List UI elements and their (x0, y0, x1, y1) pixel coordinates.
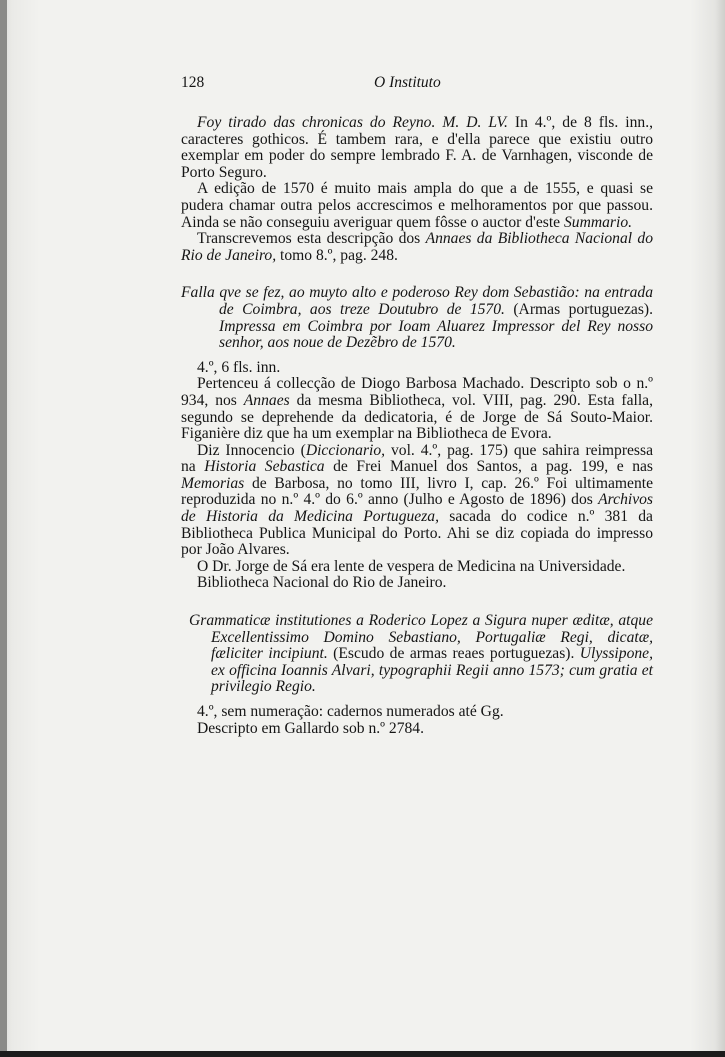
note-2-historia-sebastica: Historia Sebastica (204, 458, 325, 476)
entry-1-note-3: O Dr. Jorge de Sá era lente de vespera de Medicina na Universidade. (197, 557, 626, 575)
entry-1-imprint: Impressa em Coimbra por Ioam Aluarez Impressor del Rey nosso senhor, aos noue de Dezẽbro de 1570. (219, 317, 653, 352)
note-2-archivos: Archivos de Historia da Medicina Portugueza, (181, 491, 653, 526)
note-2-text-c: de Frei Manuel dos Santos, a pag. 199, e nas (324, 458, 653, 476)
entry-1-note-1 (181, 376, 653, 442)
paragraph-2 (181, 181, 653, 231)
page-number: 128 (181, 74, 205, 91)
entry-1-format: 4.º, 6 fls. inn. (197, 358, 281, 376)
page-edge-bottom (0, 1051, 725, 1057)
entry-2-title: Grammaticæ institutiones a Roderico Lopez a Sigura nuper æditæ, atque Excellentissimo Domino Sebastiano, Portugaliæ Regi, dicatæ, fæliciter incipiunt. (189, 612, 653, 663)
page-edge-left (0, 0, 7, 1057)
entry-2-source: Descripto em Gallardo sob n.º 2784. (197, 719, 425, 737)
bibliographic-entry-grammaticae (181, 613, 653, 696)
note-2-text-b: vol. 4.º, pag. 175) que sahira reimpressa na (181, 441, 653, 476)
chronicle-title: Foy tirado das chronicas do Reyno. M. D. LV. (197, 114, 508, 131)
paragraph-3-text-b: tomo 8.º, pag. 248. (276, 246, 398, 264)
entry-2-format: 4.º, sem numeração: cadernos numerados até Gg. (197, 703, 504, 720)
annaes-title: Annaes da Bibliotheca Nacional do Rio de Janeiro, (181, 230, 653, 264)
note-1-text-a: Pertenceu á collecção de Diogo Barbosa Machado. Descripto sob o n.º 934, nos (181, 375, 653, 409)
entry-2-imprint: Ulyssipone, ex officina Ioannis Alvari, typographii Regii anno 1573; cum gratia et privilegio Regio. (211, 645, 653, 696)
note-2-text-d: de Barbosa, no tomo III, livro I, cap. 26.º Foi ultimamente reproduzida no n.º 4.º do 6.º anno (Julho e Agosto de 1896) dos (181, 474, 653, 509)
entry-1-title: Falla qve se fez, ao muyto alto e poderoso Rey dom Sebastião: na entrada de Coimbra, aos treze Doutubro de 1570. (181, 284, 653, 318)
note-2-memorias: Memorias (181, 474, 245, 492)
entry-2-arms: (Escudo de armas reaes portuguezas). (327, 645, 580, 663)
note-1-annaes: Annaes (243, 391, 290, 409)
paragraph-1-text: In 4.º, de 8 fls. inn., caracteres gothicos. É tambem rara, e d'ella parece que existiu outro exemplar em poder do sempre lembrado F. A. de Varnhagen, visconde de Porto Seguro. (181, 114, 653, 181)
page-header (181, 74, 661, 94)
entry-1-arms: (Armas portuguezas). (504, 300, 653, 318)
paragraph-3-text-a: Transcrevemos esta descripção dos (197, 230, 426, 248)
paragraph-3 (181, 231, 653, 264)
body-text (181, 115, 653, 737)
entry-1-note-2 (181, 443, 653, 559)
note-2-diccionario: Diccionario, (305, 441, 386, 459)
summario-title: Summario. (564, 213, 633, 231)
bibliographic-entry-falla (181, 285, 653, 351)
note-2-text-e: sacada do codice n.º 381 da Bibliotheca Publica Municipal do Porto. Ahi se diz copiada do impresso por João Alvares. (181, 508, 653, 559)
paragraph-1 (181, 115, 653, 181)
running-title: O Instituto (374, 74, 441, 91)
paragraph-2-text: A edição de 1570 é muito mais ampla do que a de 1555, e quasi se pudera chamar outra pelos accrescimos e melhoramentos por que passou. Ainda se não conseguiu averiguar quem fôsse o auctor d'este (181, 180, 653, 231)
note-2-text-a: Diz Innocencio ( (197, 441, 306, 459)
note-1-text-b: da mesma Bibliotheca, vol. VIII, pag. 290. Esta falla, segundo se deprehende da dedicatoria, é de Jorge de Sá Souto-Maior. Figanière diz que ha um exemplar na Bibliotheca de Evora. (181, 391, 654, 443)
entry-1-location: Bibliotheca Nacional do Rio de Janeiro. (197, 574, 447, 592)
